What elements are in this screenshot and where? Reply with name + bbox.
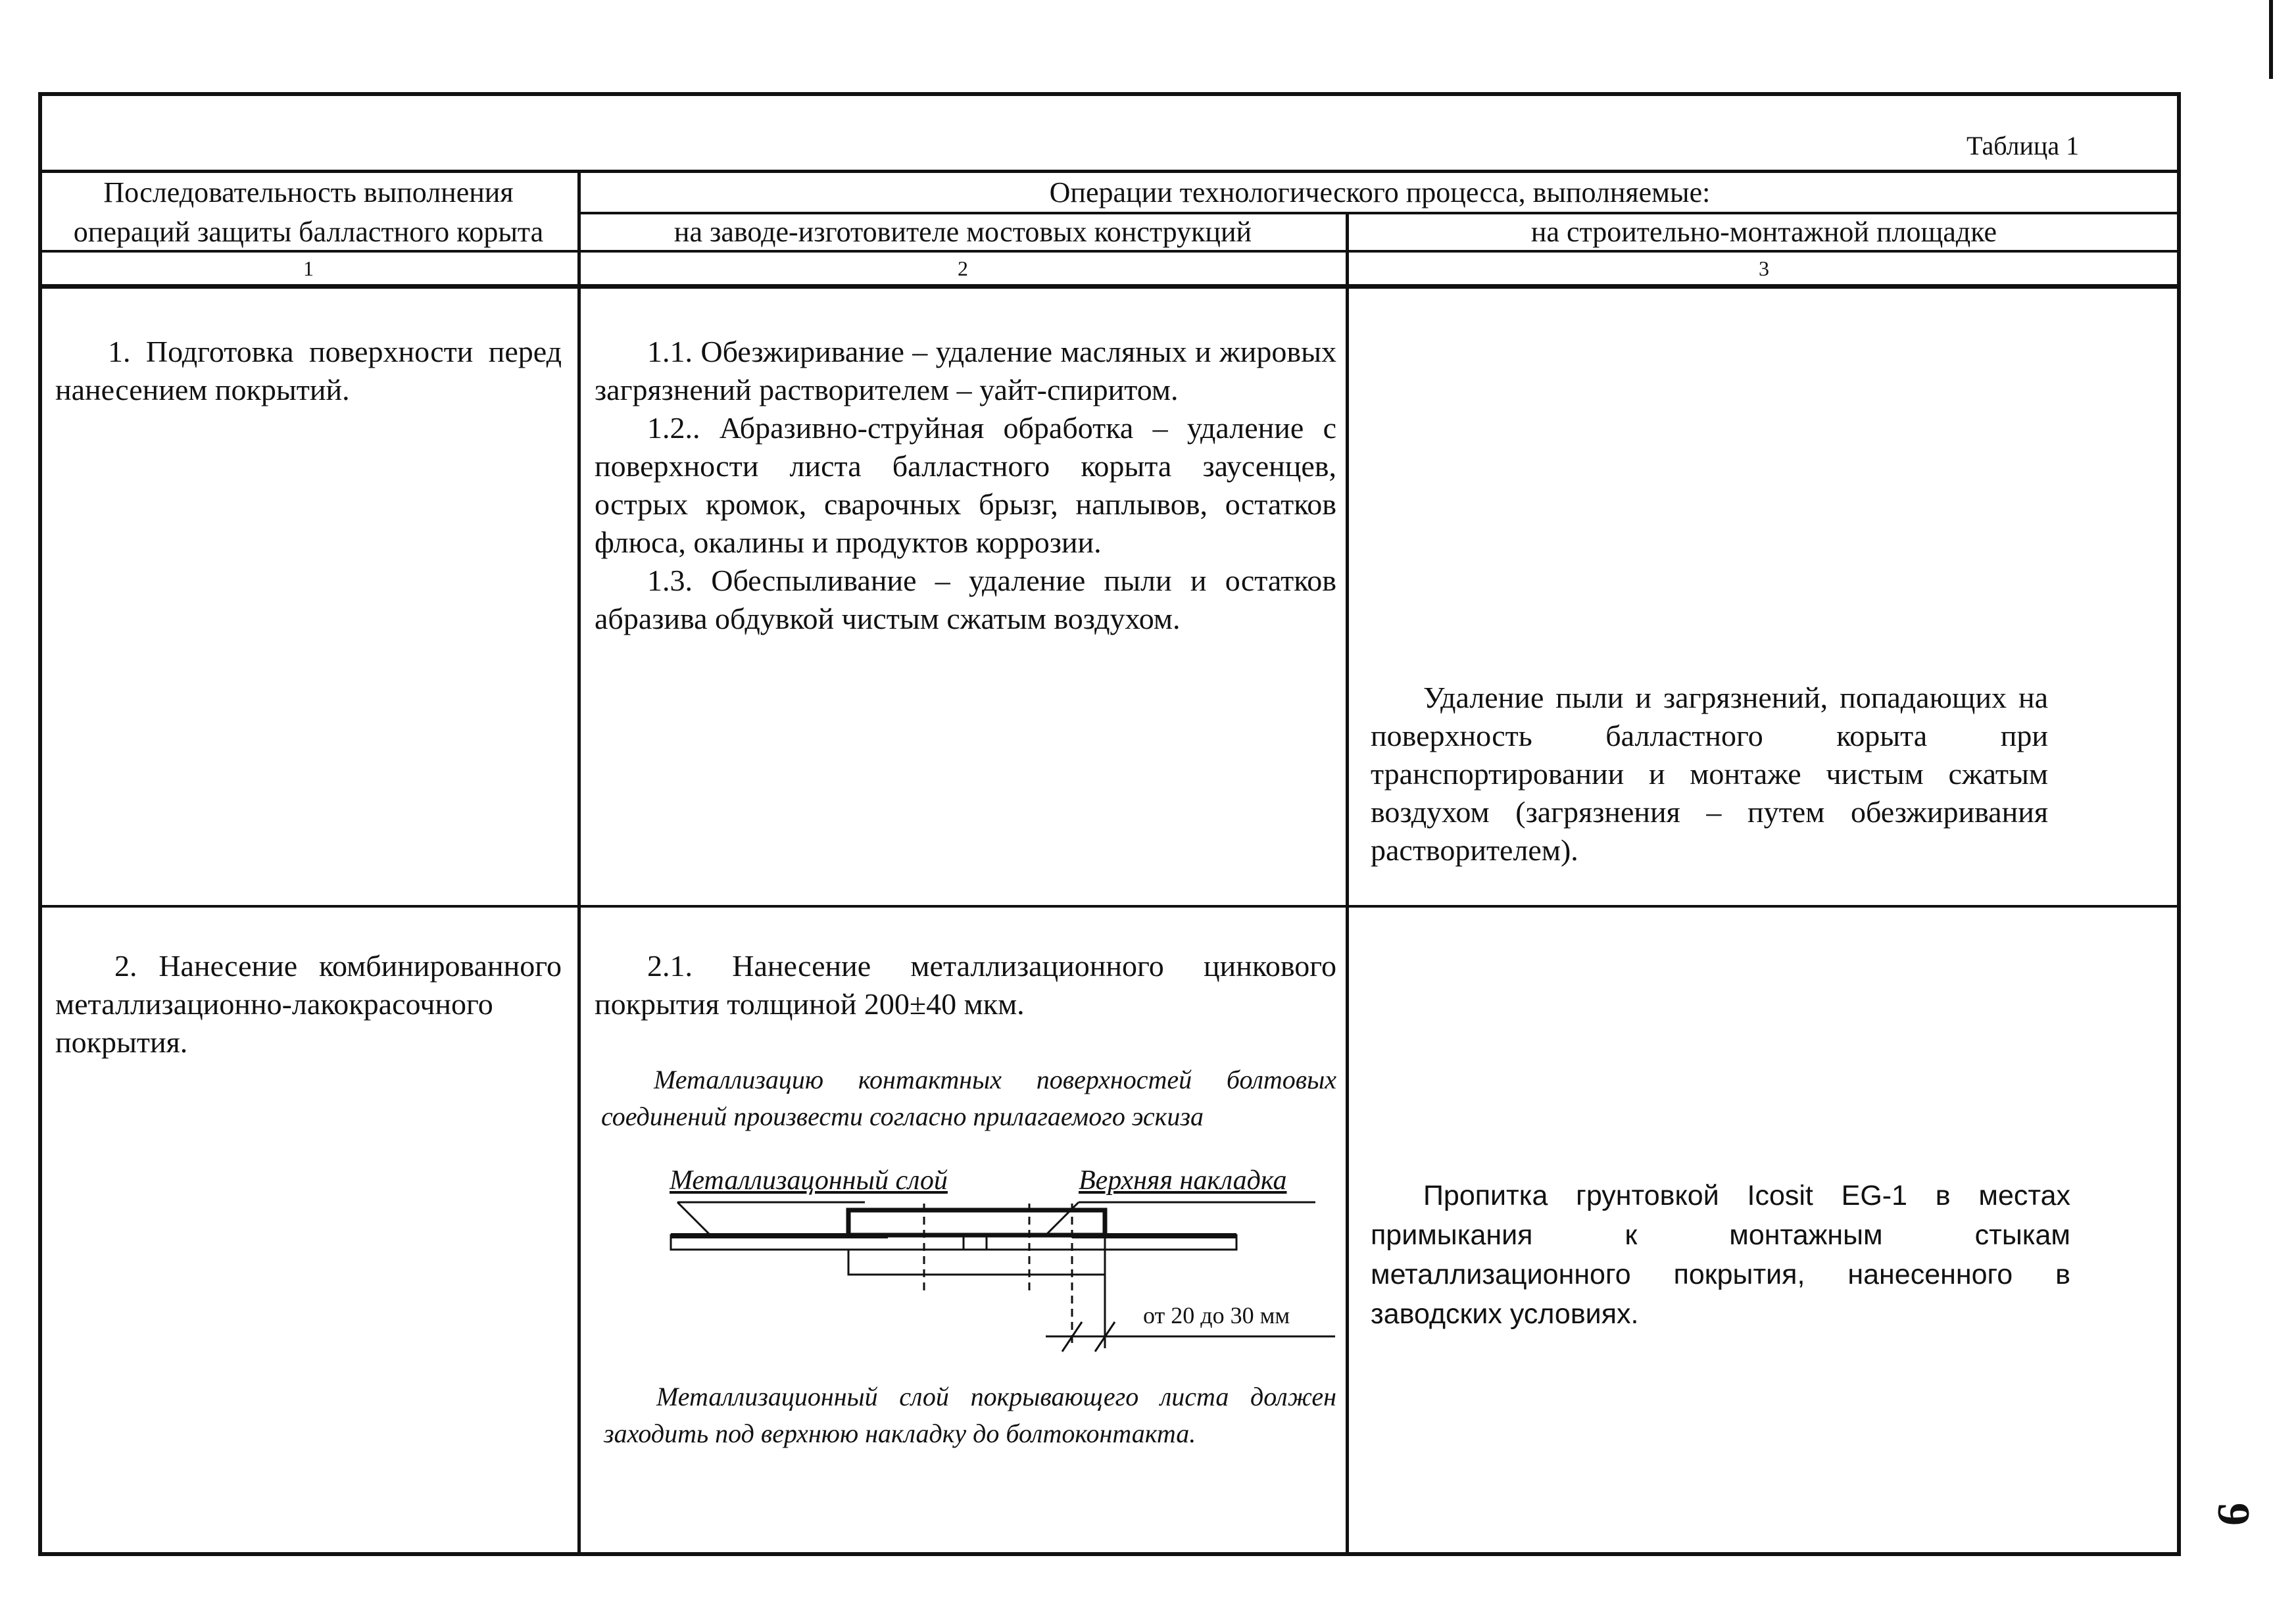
col-divider-2 (1346, 212, 1349, 1556)
sketch-label-left: Металлизацонный слой (670, 1165, 948, 1196)
sketch-label-right: Верхняя накладка (1079, 1165, 1287, 1196)
rule-header-bottom (38, 250, 2181, 253)
sketch-leader-left (677, 1202, 710, 1235)
rule-header-top (38, 170, 2181, 173)
page-number: 9 (2208, 1503, 2259, 1526)
column-number-2: 2 (958, 256, 968, 280)
rule-numbers-bottom (38, 284, 2181, 289)
column-number-1: 1 (303, 256, 314, 280)
right-edge-mark (2269, 0, 2273, 79)
header-col2: на заводе-изготовителе мостовых конструкций (673, 216, 1252, 248)
sketch-leader-right (1046, 1202, 1079, 1235)
row1-col2-item-1: 1.1. Обезжиривание – удаление масляных и жировых загрязнений растворителем – уайт-спиритом. (595, 335, 1336, 406)
header-group: Операции технологического процесса, выполняемые: (1049, 176, 1711, 208)
row2-col3-text: Пропитка грунтовкой Icosit EG-1 в местах примыкания к монтажным стыкам металлизационного покрытия, нанесенного в заводских условиях. (1371, 1180, 2070, 1330)
table-label: Таблица 1 (1966, 131, 2080, 160)
row2-col2-footer: Металлизационный слой покрывающего листа должен заходить под верхнюю накладку до болтоконтакта. (604, 1382, 1336, 1448)
sketch-bottom-overlay (848, 1250, 1105, 1275)
rule-group-bottom (577, 212, 2181, 214)
row1-col2-item-2: 1.2.. Абразивно-струйная обработка – удаление с поверхности листа балластного корыта заусенцев, острых кромок, сварочных брызг, наплывов, остатков флюса, окалины и продуктов коррозии. (595, 411, 1336, 559)
row1-col2-item-3: 1.3. Обеспыливание – удаление пыли и остатков абразива обдувкой чистым сжатым воздухом. (595, 564, 1336, 635)
sketch-dimension-label: от 20 до 30 мм (1143, 1302, 1290, 1329)
column-number-3: 3 (1759, 256, 1769, 280)
rule-row1-bottom (38, 905, 2181, 908)
header-col1-line2: операций защиты балластного корыта (73, 216, 544, 248)
row2-col1-text: 2. Нанесение комбинированного металлизационно-лакокрасочного покрытия. (55, 949, 562, 1059)
col-divider-1 (577, 170, 581, 1556)
row1-col3-text: Удаление пыли и загрязнений, попадающих на поверхность балластного корыта при транспортировании и монтаже чистым сжатым воздухом (загрязнения – путем обезжиривания растворителем). (1371, 681, 2048, 867)
header-col3: на строительно-монтажной площадке (1530, 216, 1997, 248)
row2-col2-main: 2.1. Нанесение металлизационного цинкового покрытия толщиной 200±40 мкм. (595, 949, 1336, 1021)
row1-col1-text: 1. Подготовка поверхности перед нанесением покрытий. (55, 335, 562, 406)
header-col1-line1: Последовательность выполнения (103, 176, 514, 208)
row2-col2-note: Металлизацию контактных поверхностей болтовых соединений произвести согласно прилагаемого эскиза (601, 1065, 1336, 1131)
